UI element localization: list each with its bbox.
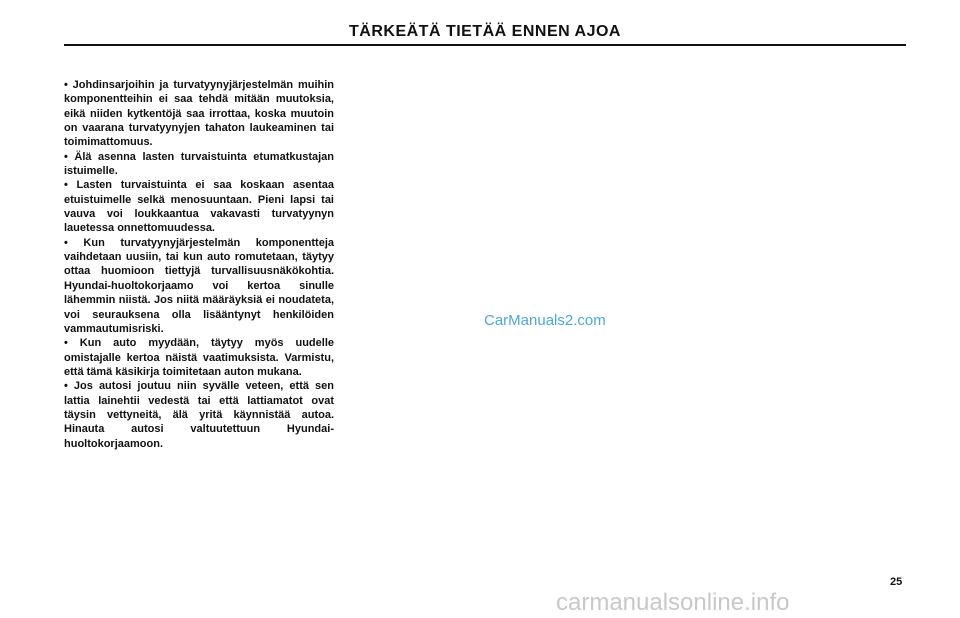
paragraph-rear-facing-seat: • Lasten turvaistuinta ei saa koskaan asentaa etuistuimelle selkä menosuuntaan. Pieni lapsi tai vauva voi loukkaantua vakavasti turvatyynyn lauetessa onnettomuudessa.: [64, 179, 334, 235]
paragraph-selling-car: • Kun auto myydään, täytyy myös uudelle omistajalle kertoa näistä vaatimuksista. Varmistu, että tämä käsikirja toimitetaan auton mukana.: [64, 337, 334, 378]
header-rule: [64, 44, 906, 46]
page-number: 25: [890, 576, 903, 588]
watermark-carmanuals2[interactable]: CarManuals2.com: [484, 312, 606, 329]
paragraph-child-seat-front: • Älä asenna lasten turvaistuinta etumatkustajan istuimelle.: [64, 150, 334, 178]
page-title: TÄRKEÄTÄ TIETÄÄ ENNEN AJOA: [349, 23, 621, 40]
watermark-carmanualsonline[interactable]: carmanualsonline.info: [556, 589, 790, 616]
page-header: [64, 22, 906, 48]
paragraph-flooded-car: • Jos autosi joutuu niin syvälle veteen, että sen lattia lainehtii vedestä tai että lattiamatot ovat täysin vettyneitä, älä yritä käynnistää autoa. Hinauta autosi valtuutettuun Hyundai-huoltokorjaamoon.: [64, 380, 334, 450]
body-text-column: [64, 78, 334, 451]
paragraph-component-replacement: • Kun turvatyynyjärjestelmän komponentteja vaihdetaan uusiin, tai kun auto romutetaan, täytyy ottaa huomioon tiettyjä turvallisuusnäkökohtia. Hyundai-huoltokorjaamo voi kertoa sinulle lähemmin niistä. Jos niitä määräyksiä ei noudateta, voi seurauksena olla lisääntynyt henkilöiden vammautumisriski.: [64, 236, 334, 335]
paragraph-wiring-warning: • Johdinsarjoihin ja turvatyynyjärjestelmän muihin komponentteihin ei saa tehdä mitään muutoksia, eikä niiden kytkentöjä saa irrottaa, koska muutoin on vaarana turvatyynyjen tahaton laukeaminen tai toimimattomuus.: [64, 79, 334, 149]
